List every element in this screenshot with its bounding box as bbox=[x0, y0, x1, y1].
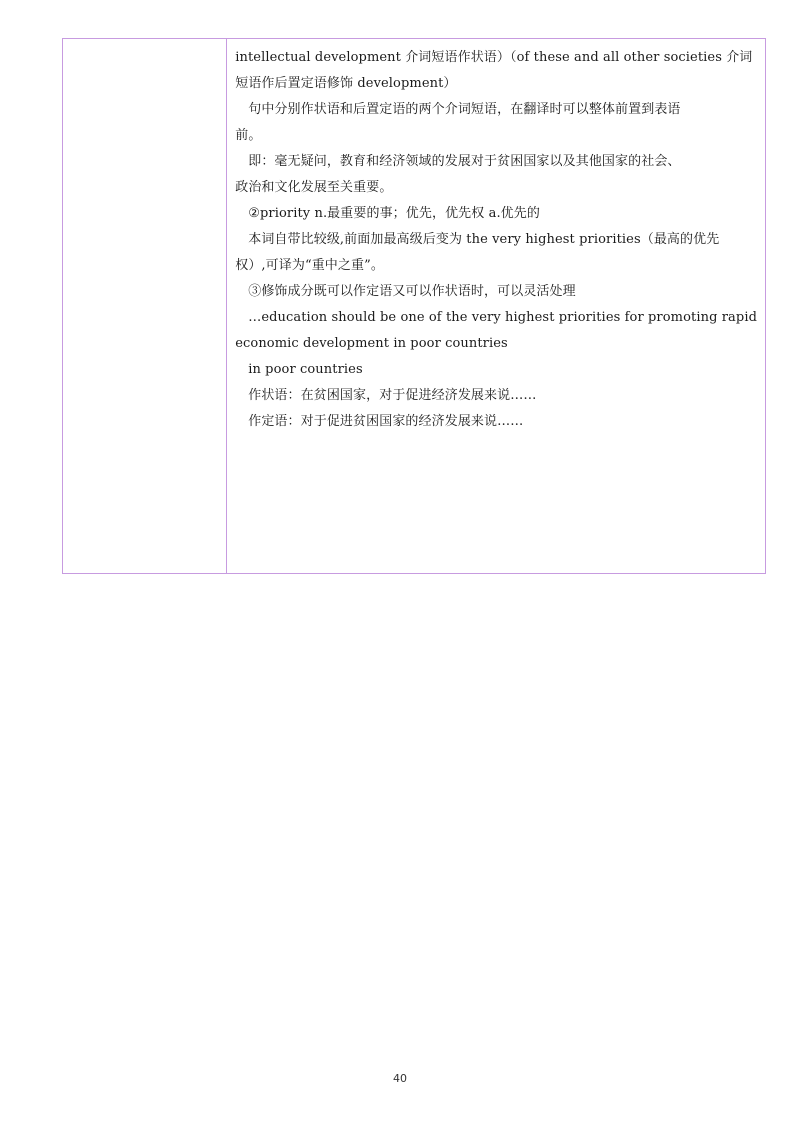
text-line-10: ③修饰成分既可以作定语又可以作状语时，可以灵活处理 bbox=[248, 284, 576, 299]
table-right-cell bbox=[227, 39, 765, 573]
text-line-2: 短语作后置定语修饰 development） bbox=[235, 76, 457, 91]
text-line-3: 句中分别作状语和后置定语的两个介词短语，在翻译时可以整体前置到表语 bbox=[248, 102, 681, 117]
text-line-15: 作定语：对于促进贫困国家的经济发展来说…… bbox=[248, 414, 524, 429]
text-line-12: economic development in poor countries bbox=[235, 336, 508, 351]
text-line-8: 本词自带比较级,前面加最高级后变为 the very highest priorities（最高的优先 bbox=[248, 232, 720, 247]
text-line-13: in poor countries bbox=[248, 362, 363, 377]
text-line-1: intellectual development 介词短语作状语）（of these and all other societies 介词 bbox=[235, 50, 753, 65]
table-left-cell bbox=[63, 39, 227, 573]
text-line-9: 权）,可译为“重中之重”。 bbox=[235, 258, 384, 273]
content-table bbox=[62, 38, 766, 574]
text-line-5: 即：毫无疑问，教育和经济领域的发展对于贫困国家以及其他国家的社会、 bbox=[248, 154, 681, 169]
text-line-6: 政治和文化发展至关重要。 bbox=[235, 180, 393, 195]
text-line-14: 作状语：在贫困国家，对于促进经济发展来说…… bbox=[248, 388, 537, 403]
text-line-4: 前。 bbox=[235, 128, 262, 143]
text-line-11: …education should be one of the very highest priorities for promoting rapid bbox=[248, 310, 757, 325]
text-line-7: ②priority n.最重要的事；优先，优先权 a.优先的 bbox=[248, 206, 540, 221]
page-number: 40 bbox=[393, 1072, 407, 1085]
